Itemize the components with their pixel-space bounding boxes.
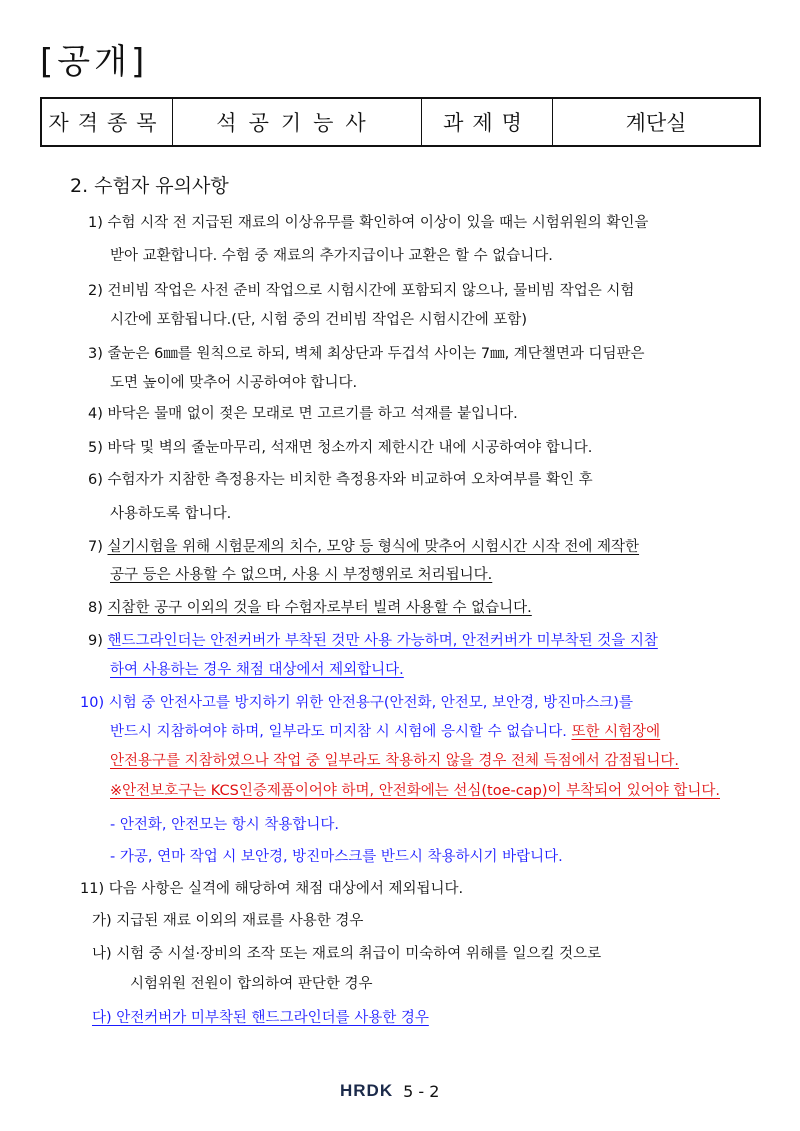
note-6-line-1: 6) 수험자가 지참한 측정용자는 비치한 측정용자와 비교하여 오차여부를 확인 후 bbox=[88, 472, 593, 488]
note-7-line-1 bbox=[88, 538, 639, 556]
header-table bbox=[40, 97, 761, 147]
header-value-task: 계단실 bbox=[553, 98, 761, 146]
note-10-line-3: 안전용구를 지참하였으나 작업 중 일부라도 착용하지 않을 경우 전체 득점에서 감점됩니다. bbox=[110, 753, 679, 769]
note-11-na-line-1: 나) 시험 중 시설·장비의 조작 또는 재료의 취급이 미숙하여 위해를 일으킬 것으로 bbox=[92, 946, 602, 962]
note-9-line-2: 하여 사용하는 경우 채점 대상에서 제외합니다. bbox=[110, 662, 404, 678]
note-10-line-4: ※안전보호구는 KCS인증제품이어야 하며, 안전화에는 선심(toe-cap)이 부착되어 있어야 합니다. bbox=[110, 783, 720, 799]
note-2-line-1: 2) 건비빔 작업은 사전 준비 작업으로 시험시간에 포함되지 않으나, 물비빔 작업은 시험 bbox=[88, 283, 635, 299]
note-3-line-1: 3) 줄눈은 6㎜를 원칙으로 하되, 벽체 최상단과 두겁석 사이는 7㎜, 계단챌면과 디딤판은 bbox=[88, 346, 645, 362]
header-value-qualification: 석공기능사 bbox=[173, 98, 422, 146]
note-10-text-red: 또한 시험장에 bbox=[571, 724, 661, 740]
header-label-task: 과제명 bbox=[422, 98, 553, 146]
note-10-sub-2: - 가공, 연마 작업 시 보안경, 방진마스크를 반드시 착용하시기 바랍니다. bbox=[110, 849, 563, 865]
note-8-number: 8) bbox=[88, 600, 103, 616]
note-11: 11) 다음 사항은 실격에 해당하여 채점 대상에서 제외됩니다. bbox=[80, 881, 464, 897]
note-3-line-2: 도면 높이에 맞추어 시공하여야 합니다. bbox=[110, 375, 358, 391]
hrdk-logo: HRDK bbox=[340, 1081, 394, 1100]
note-7-number: 7) bbox=[88, 539, 103, 555]
note-8-text: 지참한 공구 이외의 것을 타 수험자로부터 빌려 사용할 수 없습니다. bbox=[107, 600, 532, 616]
note-11-na-line-2: 시험위원 전원이 합의하여 판단한 경우 bbox=[130, 976, 373, 992]
note-9-text-1: 핸드그라인더는 안전커버가 부착된 것만 사용 가능하며, 안전커버가 미부착된 것을 지참 bbox=[107, 633, 658, 649]
note-4: 4) 바닥은 물매 없이 젖은 모래로 면 고르기를 하고 석재를 붙입니다. bbox=[88, 406, 518, 422]
note-7-line-2: 공구 등은 사용할 수 없으며, 사용 시 부정행위로 처리됩니다. bbox=[110, 567, 493, 583]
note-10-line-2 bbox=[110, 723, 660, 741]
note-10-line-1: 10) 시험 중 안전사고를 방지하기 위한 안전용구(안전화, 안전모, 보안경, 방진마스크)를 bbox=[80, 695, 633, 711]
page-number: 5 - 2 bbox=[403, 1081, 440, 1101]
note-8 bbox=[88, 599, 532, 617]
note-1-line-2: 받아 교환합니다. 수험 중 재료의 추가지급이나 교환은 할 수 없습니다. bbox=[110, 248, 553, 264]
note-9-number: 9) bbox=[88, 633, 103, 649]
note-7-text-1: 실기시험을 위해 시험문제의 치수, 모양 등 형식에 맞추어 시험시간 시작 전에 제작한 bbox=[107, 539, 640, 555]
note-6-line-2: 사용하도록 합니다. bbox=[110, 506, 232, 522]
note-10-text-blue: 반드시 지참하여야 하며, 일부라도 미지참 시 시험에 응시할 수 없습니다. bbox=[110, 724, 567, 740]
note-11-ga: 가) 지급된 재료 이외의 재료를 사용한 경우 bbox=[92, 913, 364, 929]
note-9-line-1 bbox=[88, 632, 658, 650]
header-label-qualification: 자격종목 bbox=[41, 98, 173, 146]
note-5: 5) 바닥 및 벽의 줄눈마무리, 석재면 청소까지 제한시간 내에 시공하여야 합니다. bbox=[88, 440, 593, 456]
note-10-sub-1: - 안전화, 안전모는 항시 착용합니다. bbox=[110, 817, 339, 833]
disclosure-tag: [공개] bbox=[40, 42, 149, 82]
section-title: 2. 수험자 유의사항 bbox=[70, 175, 229, 197]
note-2-line-2: 시간에 포함됩니다.(단, 시험 중의 건비빔 작업은 시험시간에 포함) bbox=[110, 312, 527, 328]
note-1-line-1: 1) 수험 시작 전 지급된 재료의 이상유무를 확인하여 이상이 있을 때는 시험위원의 확인을 bbox=[88, 215, 649, 231]
page-footer bbox=[340, 1081, 439, 1101]
note-11-da: 다) 안전커버가 미부착된 핸드그라인더를 사용한 경우 bbox=[92, 1010, 429, 1026]
